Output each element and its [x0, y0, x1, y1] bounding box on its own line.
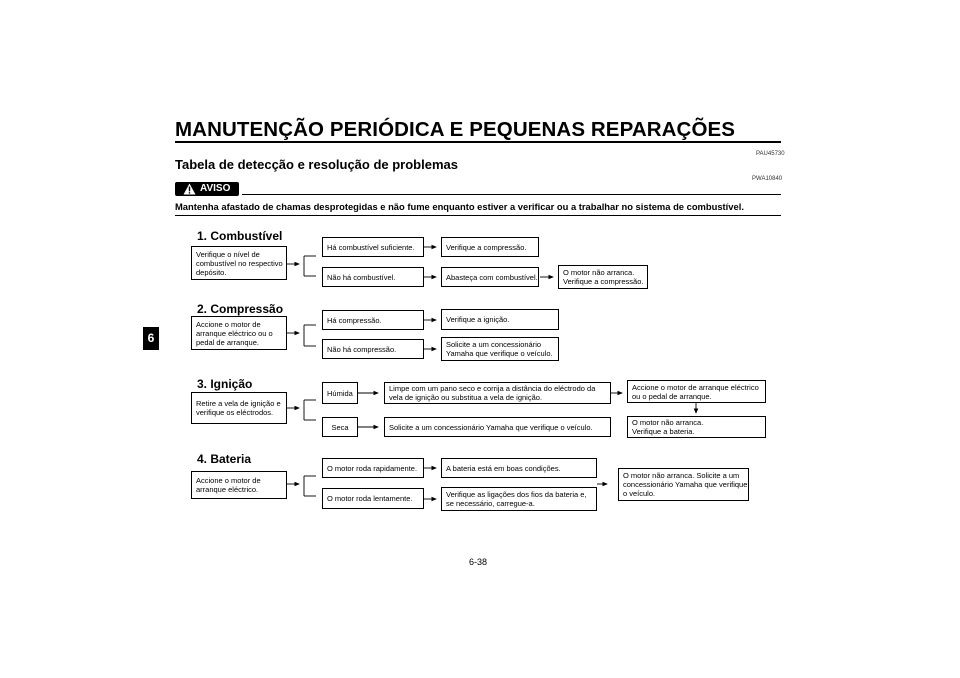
section-fuel-title: 1. Combustível: [197, 229, 283, 243]
page-title: MANUTENÇÃO PERIÓDICA E PEQUENAS REPARAÇÕES: [175, 118, 736, 141]
section-ignition-title: 3. Ignição: [197, 377, 253, 391]
compression-yes-action-box: [441, 309, 559, 330]
ignition-wet-box: [322, 382, 358, 404]
compression-start-text: Accione o motor de arranque eléctrico ou o pedal de arranque.: [196, 319, 273, 347]
warning-label: AVISO: [200, 183, 231, 194]
compression-yes-box: [322, 310, 424, 330]
compression-no-box: [322, 339, 424, 359]
fuel-no-action-box: [441, 267, 539, 287]
ignition-start-text: Retire a vela de ignição e verifique os eléctrodos.: [196, 399, 281, 417]
fuel-no-text: Não há combustível.: [327, 272, 396, 282]
ignition-result2-box: [627, 416, 766, 438]
compression-no-text: Não há compressão.: [327, 344, 397, 354]
ignition-result1-box: [627, 380, 766, 403]
battery-fast-action-box: [441, 458, 597, 478]
fuel-yes-box: [322, 237, 424, 257]
battery-start-box: [191, 471, 287, 499]
page-number: 6-38: [469, 557, 488, 567]
compression-start-box: [191, 316, 287, 350]
ignition-dry-box: [322, 417, 358, 437]
ignition-wet-action-text: Limpe com um pano seco e corrija a distância do eléctrodo da vela de ignição ou substitua a vela de ignição.: [389, 384, 596, 402]
ignition-start-box: [191, 392, 287, 424]
battery-fast-action-text: A bateria está em boas condições.: [446, 463, 561, 473]
warning-code: PWA10840: [752, 176, 783, 182]
battery-result-box: [618, 468, 749, 501]
ignition-wet-action-box: [384, 382, 611, 404]
compression-yes-action-text: Verifique a ignição.: [446, 315, 510, 324]
fuel-yes-action-text: Verifique a compressão.: [446, 242, 527, 252]
ignition-wet-text: Húmida: [327, 388, 353, 398]
battery-slow-action-text: Verifique as ligações dos fios da bateria e, se necessário, carregue-a.: [446, 490, 587, 508]
fuel-result-text: O motor não arranca. Verifique a compressão.: [563, 268, 644, 286]
section-heading: Tabela de detecção e resolução de problemas: [175, 157, 458, 172]
battery-result-text: O motor não arranca. Solicite a um concessionário Yamaha que verifique o veículo.: [623, 471, 748, 498]
warning-text: Mantenha afastado de chamas desprotegidas e não fume enquanto estiver a verificar ou a trabalhar no sistema de combustível.: [175, 201, 744, 212]
battery-fast-text: O motor roda rapidamente.: [327, 463, 418, 473]
battery-slow-action-box: [441, 487, 597, 511]
section-battery-title: 4. Bateria: [197, 452, 252, 466]
ignition-dry-text: Seca: [331, 422, 349, 432]
fuel-no-action-text: Abasteça com combustível.: [446, 272, 538, 282]
ignition-dry-action-text: Solicite a um concessionário Yamaha que verifique o veículo.: [389, 422, 593, 432]
ignition-dry-action-box: [384, 417, 611, 437]
fuel-result-box: [558, 265, 648, 289]
battery-slow-text: O motor roda lentamente.: [327, 494, 413, 503]
fuel-yes-text: Há combustível suficiente.: [327, 242, 415, 252]
section-code: PAU45730: [756, 151, 785, 157]
fuel-yes-action-box: [441, 237, 539, 257]
ignition-result2-text: O motor não arranca. Verifique a bateria.: [632, 418, 704, 436]
fuel-start-box: [191, 246, 287, 280]
battery-slow-box: [322, 488, 424, 509]
battery-fast-box: [322, 458, 424, 478]
compression-yes-text: Há compressão.: [327, 315, 382, 325]
fuel-start-text: Verifique o nível de combustível no respectivo depósito.: [196, 249, 283, 277]
ignition-result1-text: Accione o motor de arranque eléctrico ou o pedal de arranque.: [632, 382, 759, 401]
battery-start-text: Accione o motor de arranque eléctrico.: [196, 476, 261, 494]
chapter-tab: 6: [143, 327, 159, 350]
compression-no-action-text: Solicite a um concessionário Yamaha que verifique o veículo.: [446, 340, 553, 358]
compression-no-action-box: [441, 337, 559, 361]
fuel-no-box: [322, 267, 424, 287]
section-compression-title: 2. Compressão: [197, 302, 284, 316]
